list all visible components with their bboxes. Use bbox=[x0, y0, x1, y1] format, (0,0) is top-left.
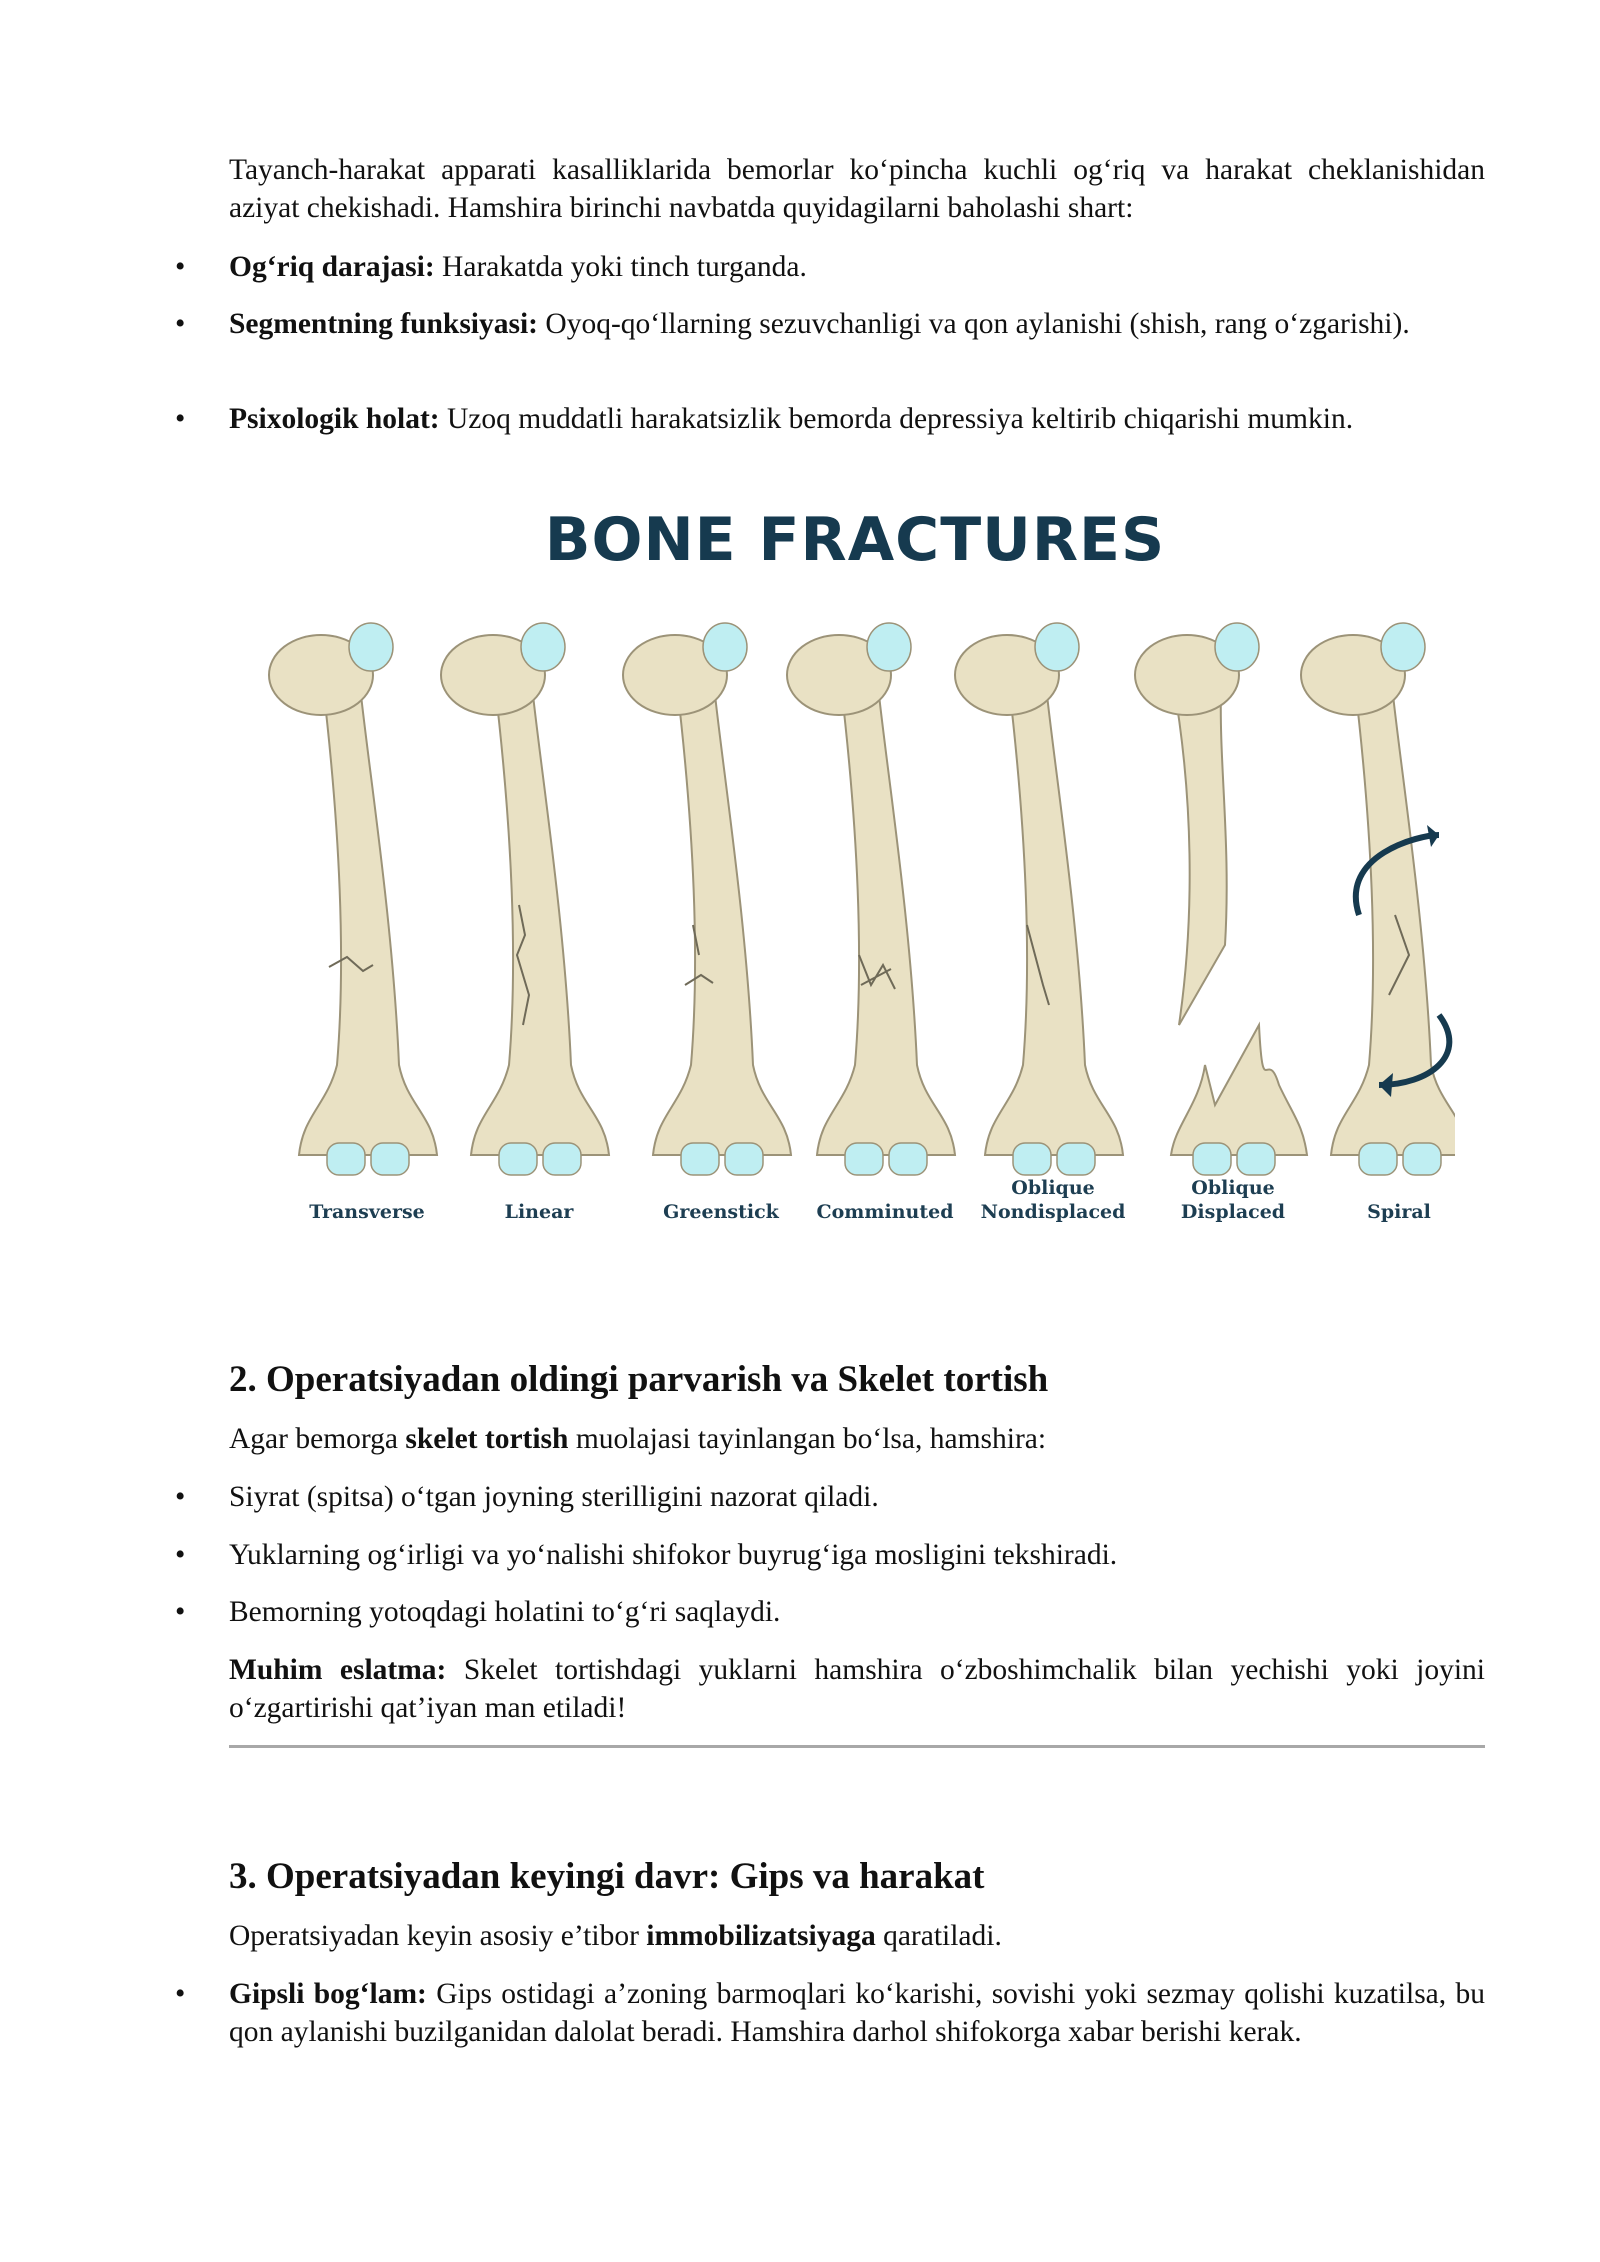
important-note bbox=[229, 1652, 1485, 1727]
figure-title: BONE FRACTURES bbox=[544, 505, 1166, 575]
condyle-cartilage-right bbox=[1237, 1143, 1275, 1175]
condyle-cartilage-left bbox=[327, 1143, 365, 1175]
bullet-term: Psixologik holat: bbox=[229, 403, 440, 435]
bone-label-line: Linear bbox=[504, 1201, 574, 1223]
bullet-pain-level bbox=[229, 249, 1485, 287]
section-3-lead bbox=[229, 1918, 1485, 1956]
bone-shaft bbox=[817, 685, 955, 1155]
section-2-lead bbox=[229, 1421, 1485, 1459]
bone-label-line: Nondisplaced bbox=[980, 1201, 1126, 1223]
bullet-term: Og‘riq darajasi: bbox=[229, 251, 435, 283]
note-label: Muhim eslatma: bbox=[229, 1654, 447, 1686]
condyle-cartilage-right bbox=[543, 1143, 581, 1175]
condyle-cartilage-right bbox=[371, 1143, 409, 1175]
bone-label-6 bbox=[1158, 1176, 1308, 1224]
bone-upper-fragment bbox=[1173, 681, 1227, 1025]
femoral-head-cartilage bbox=[349, 623, 393, 671]
bone-fractures-figure bbox=[255, 485, 1455, 1265]
bone-3 bbox=[623, 623, 791, 1175]
lead-text: Agar bemorga bbox=[229, 1423, 406, 1455]
femoral-head-cartilage bbox=[1035, 623, 1079, 671]
bone-shaft bbox=[299, 685, 437, 1155]
condyle-cartilage-right bbox=[725, 1143, 763, 1175]
lead-bold: skelet tortish bbox=[405, 1423, 569, 1455]
section-3-heading: 3. Operatsiyadan keyingi davr: Gips va harakat bbox=[229, 1856, 985, 1897]
bone-label-line: Greenstick bbox=[663, 1201, 779, 1223]
femoral-head-cartilage bbox=[703, 623, 747, 671]
condyle-cartilage-left bbox=[845, 1143, 883, 1175]
bone-label-4 bbox=[810, 1200, 960, 1224]
condyle-cartilage-left bbox=[1013, 1143, 1051, 1175]
bone-6 bbox=[1135, 623, 1307, 1175]
lead-text: Operatsiyadan keyin asosiy e’tibor bbox=[229, 1920, 647, 1952]
bone-label-1 bbox=[292, 1200, 442, 1224]
bone-lower-fragment bbox=[1171, 1025, 1307, 1155]
bone-7 bbox=[1301, 623, 1455, 1175]
section-2-bullet: • Bemorning yotoqdagi holatini to‘g‘ri saqlaydi. bbox=[229, 1594, 1485, 1632]
femoral-head-cartilage bbox=[521, 623, 565, 671]
bone-label-line: Transverse bbox=[309, 1201, 425, 1223]
bone-shaft bbox=[985, 685, 1123, 1155]
femoral-head-cartilage bbox=[1215, 623, 1259, 671]
bone-label-line: Spiral bbox=[1367, 1201, 1431, 1223]
section-2-bullet: • Siyrat (spitsa) o‘tgan joyning sterilligini nazorat qiladi. bbox=[229, 1479, 1485, 1517]
lead-bold: immobilizatsiyaga bbox=[646, 1920, 876, 1952]
condyle-cartilage-left bbox=[1359, 1143, 1397, 1175]
condyle-cartilage-left bbox=[681, 1143, 719, 1175]
bone-label-2 bbox=[464, 1200, 614, 1224]
section-divider bbox=[229, 1745, 1485, 1748]
femoral-head-cartilage bbox=[1381, 623, 1425, 671]
bone-illustrations bbox=[255, 485, 1455, 1265]
intro-paragraph: Tayanch-harakat apparati kasalliklarida bemorlar ko‘pincha kuchli og‘riq va harakat cheklanishidan aziyat chekishadi. Hamshira birinchi navbatda quyidagilarni baholashi shart: bbox=[229, 154, 1485, 224]
bone-label-3 bbox=[646, 1200, 796, 1224]
bone-label-line: Displaced bbox=[1180, 1201, 1286, 1223]
bone-shaft bbox=[471, 685, 609, 1155]
bone-label-line: Oblique bbox=[1191, 1177, 1275, 1199]
bullet-segment-function bbox=[229, 306, 1485, 344]
femoral-head-cartilage bbox=[867, 623, 911, 671]
bone-label-line: Comminuted bbox=[816, 1201, 954, 1223]
bone-label-line: Oblique bbox=[1011, 1177, 1095, 1199]
bone-label-5 bbox=[978, 1176, 1128, 1224]
section-2-bullet: • Yuklarning og‘irligi va yo‘nalishi shifokor buyrug‘iga mosligini tekshiradi. bbox=[229, 1537, 1485, 1575]
lead-text: muolajasi tayinlangan bo‘lsa, hamshira: bbox=[568, 1423, 1047, 1455]
condyle-cartilage-right bbox=[1057, 1143, 1095, 1175]
condyle-cartilage-left bbox=[1193, 1143, 1231, 1175]
bone-shaft bbox=[653, 685, 791, 1155]
lead-text: qaratiladi. bbox=[875, 1920, 1002, 1952]
condyle-cartilage-right bbox=[1403, 1143, 1441, 1175]
note-text: Skelet tortishdagi yuklarni hamshira o‘zboshimchalik bilan yechishi yoki joyini o‘zgartirishi qat’iyan man etiladi! bbox=[229, 1654, 1485, 1724]
condyle-cartilage-left bbox=[499, 1143, 537, 1175]
bullet-text: Gips ostidagi a’zoning barmoqlari ko‘karishi, sovishi yoki sezmay qolishi kuzatilsa, bu qon aylanishi buzilganidan dalolat beradi. Hamshira darhol shifokorga xabar berishi kerak. bbox=[229, 1978, 1485, 2048]
bullet-text: Oyoq-qo‘llarning sezuvchanligi va qon aylanishi (shish, rang o‘zgarishi). bbox=[538, 308, 1410, 340]
bullet-psychological-state bbox=[229, 401, 1485, 439]
bone-4 bbox=[787, 623, 955, 1175]
bone-1 bbox=[269, 623, 437, 1175]
bullet-term: Gipsli bog‘lam: bbox=[229, 1978, 427, 2010]
bullet-text: Harakatda yoki tinch turganda. bbox=[434, 251, 807, 283]
bullet-term: Segmentning funksiyasi: bbox=[229, 308, 539, 340]
bullet-cast-bandage bbox=[229, 1976, 1485, 2051]
bone-5 bbox=[955, 623, 1123, 1175]
condyle-cartilage-right bbox=[889, 1143, 927, 1175]
bullet-text: Uzoq muddatli harakatsizlik bemorda depressiya keltirib chiqarishi mumkin. bbox=[439, 403, 1354, 435]
bone-2 bbox=[441, 623, 609, 1175]
bone-label-7 bbox=[1324, 1200, 1474, 1224]
section-2-heading: 2. Operatsiyadan oldingi parvarish va Skelet tortish bbox=[229, 1359, 1049, 1400]
